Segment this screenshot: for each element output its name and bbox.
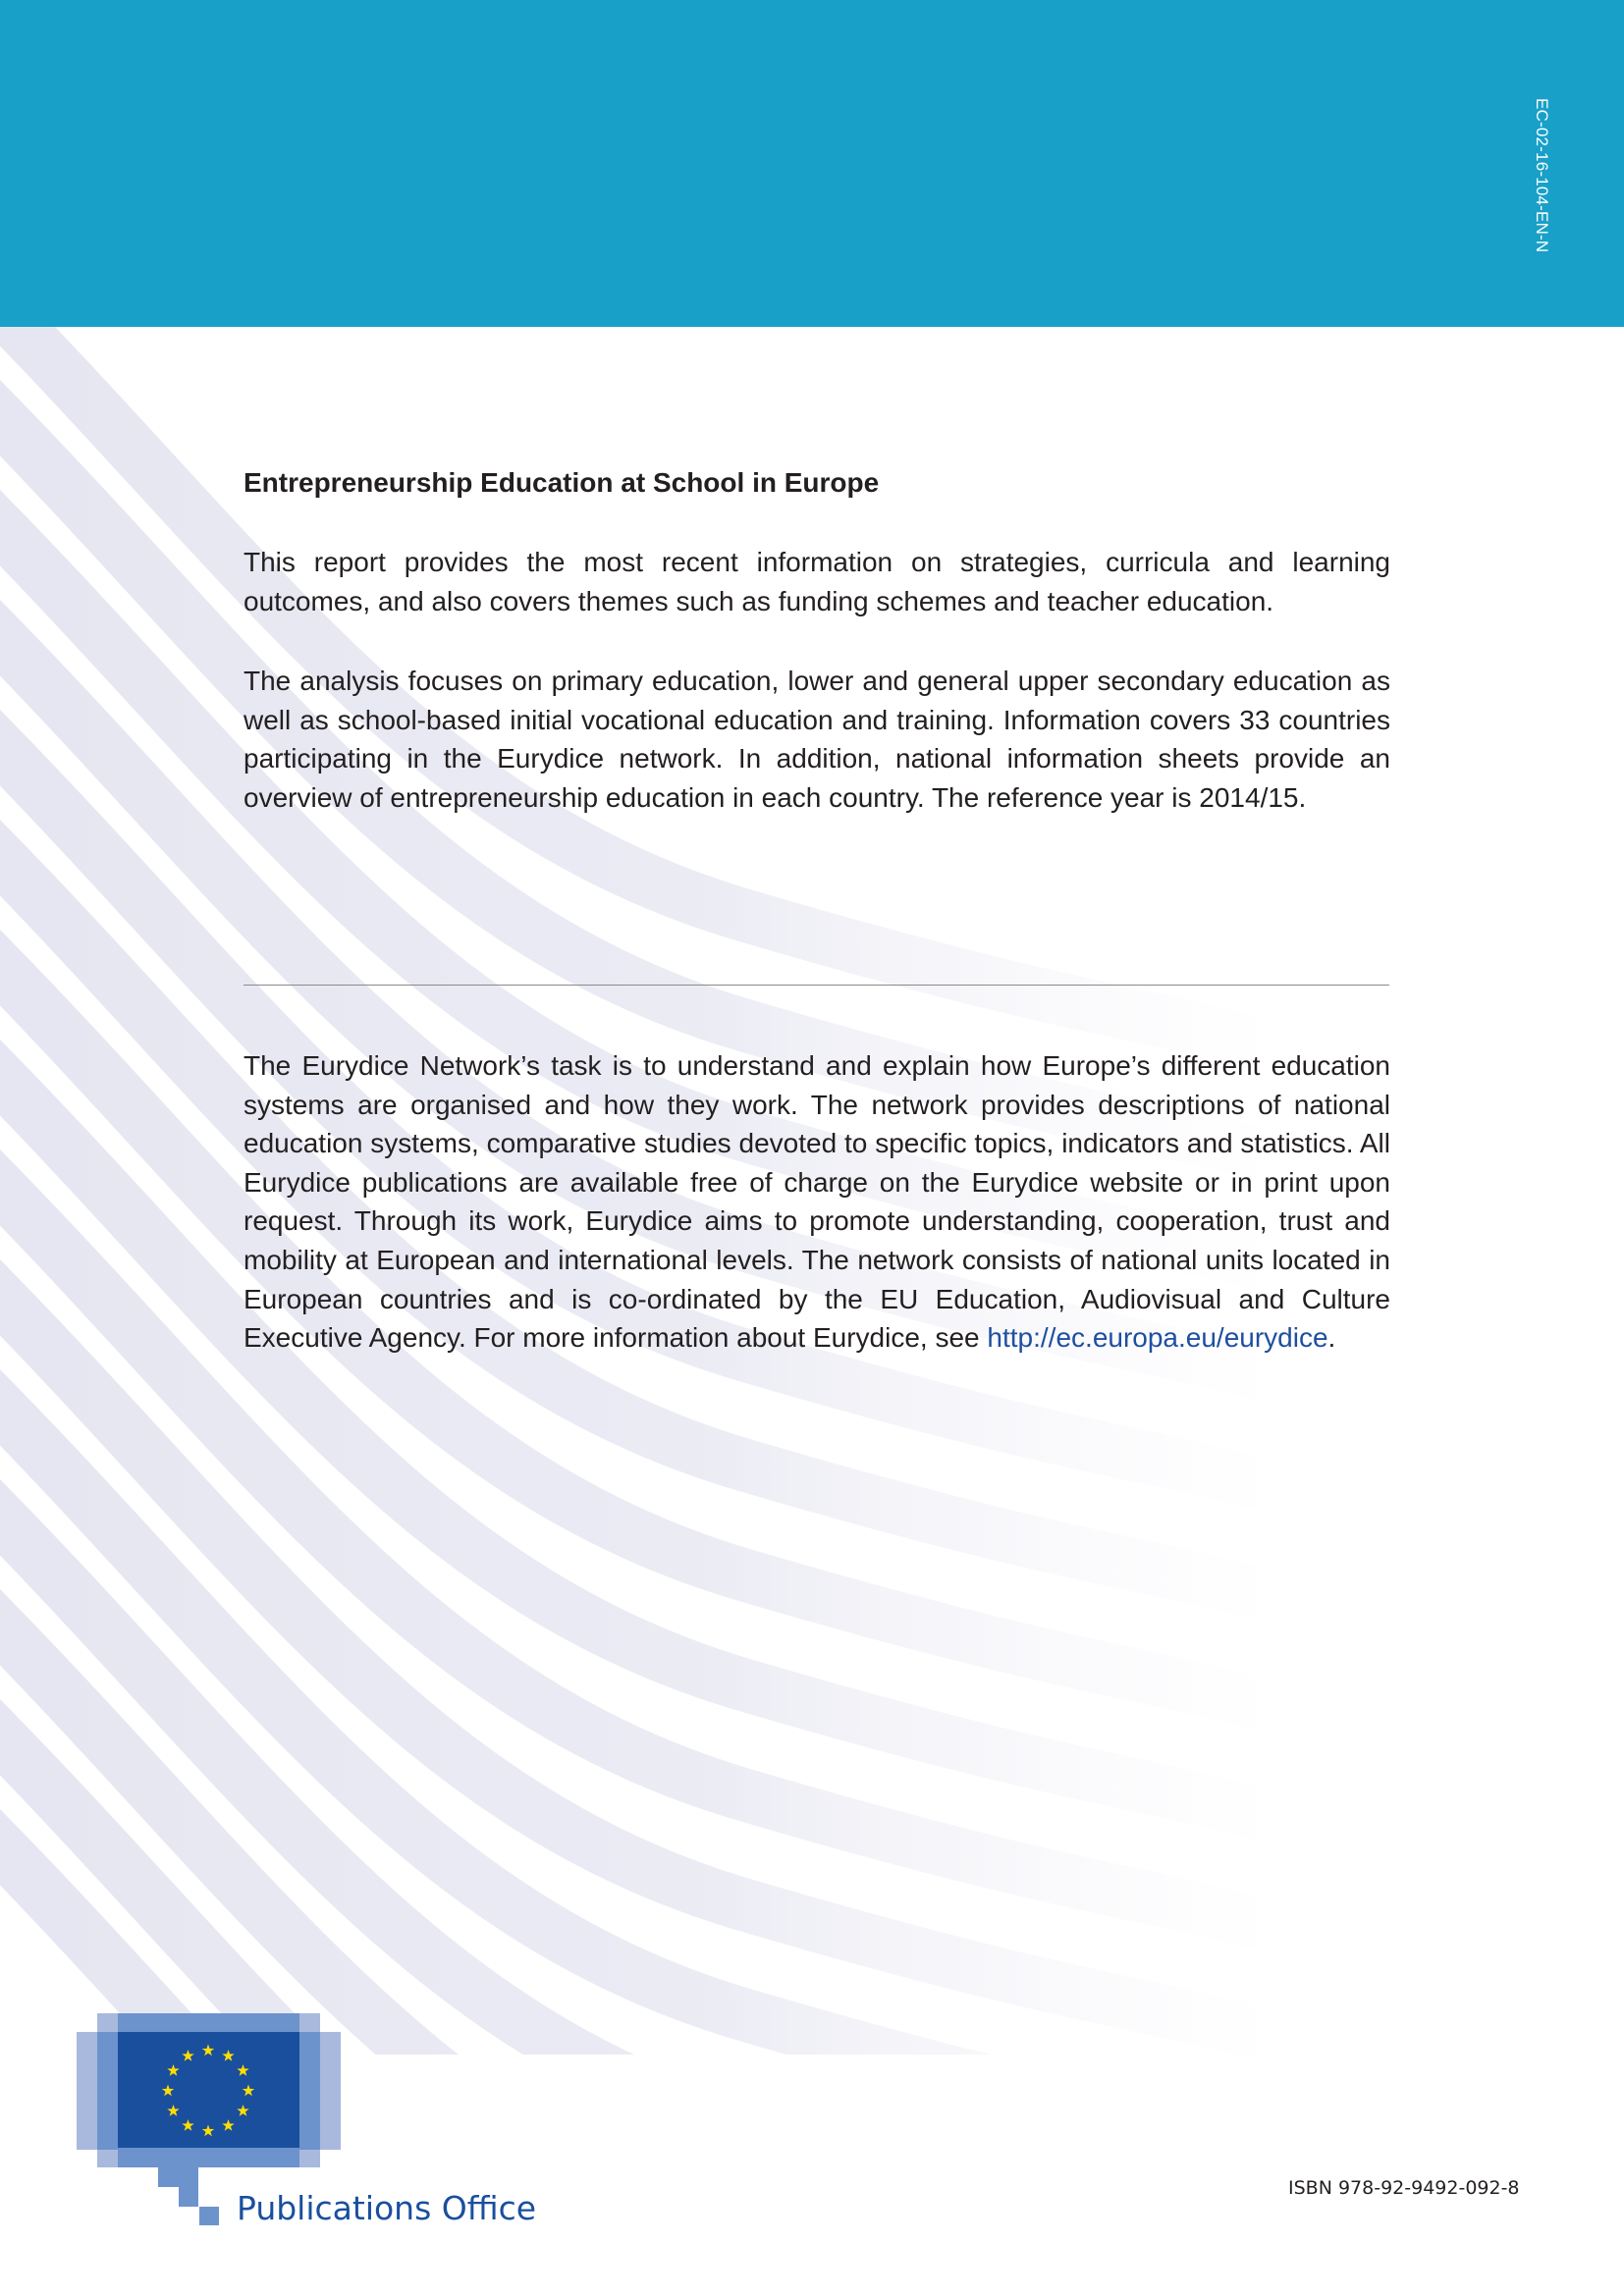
logo-pale-bottom-left (97, 2150, 118, 2167)
logo-pale-bottom-right (299, 2150, 320, 2167)
header-band (0, 0, 1624, 327)
eu-star-icon (202, 2045, 214, 2056)
eurydice-about-paragraph (244, 1046, 1390, 1358)
logo-pale-right (320, 2032, 341, 2150)
logo-tail-step-1 (158, 2167, 198, 2187)
logo-tail-square (199, 2207, 219, 2225)
eu-star-icon (237, 2105, 248, 2116)
report-title: Entrepreneurship Education at School in Europe (244, 467, 880, 498)
summary-paragraph-2: The analysis focuses on primary education, lower and general upper secondary education as well as school-based initial vocational education and training. Information covers 33 countries participating in the Eurydice network. In addition, national information sheets provide an overview of entrepreneurship education in each country. The reference year is 2014/15. (244, 666, 1390, 813)
eurydice-website-link[interactable]: http://ec.europa.eu/eurydice (987, 1322, 1328, 1354)
publisher-name: Publications Office (237, 2189, 537, 2227)
eu-star-icon (222, 2119, 234, 2131)
eu-star-icon (222, 2050, 234, 2061)
isbn-number: ISBN 978-92-9492-092-8 (1288, 2177, 1520, 2199)
eu-star-icon (182, 2050, 193, 2061)
eu-star-icon (167, 2105, 179, 2116)
section-divider (244, 985, 1389, 986)
eu-star-icon (162, 2085, 174, 2097)
eu-star-icon (167, 2064, 179, 2076)
eu-star-icon (202, 2125, 214, 2137)
eu-star-icon (182, 2119, 193, 2131)
document-code: EC-02-16-104-EN-N (1533, 98, 1551, 253)
logo-tail-step-2 (179, 2187, 198, 2207)
summary-paragraph-1: This report provides the most recent information on strategies, curricula and learning outcomes, and also covers themes such as funding schemes and teacher education. (244, 547, 1390, 616)
eu-star-icon (243, 2085, 254, 2097)
about-text: The Eurydice Network’s task is to understand and explain how Europe’s different education systems are organised and how they work. The network provides descriptions of national education systems, comparative studies devoted to specific topics, indicators and statistics. All Eurydice publications are available free of charge on the Eurydice website or in print upon request. Through its work, Eurydice aims to promote understanding, cooperation, trust and mobility at European and international levels. The network consists of national units located in European countries and is co-ordinated by the EU Education, Audiovisual and Culture Executive Agency. For more information about Eurydice, see (244, 1050, 1390, 1354)
logo-medium-right (299, 2032, 320, 2150)
eu-stars-icon (118, 2032, 299, 2148)
eu-flag (118, 2032, 299, 2148)
logo-medium-top (118, 2013, 299, 2032)
logo-medium-left (97, 2032, 118, 2167)
logo-pale-left (77, 2032, 97, 2150)
eu-star-icon (237, 2064, 248, 2076)
about-end: . (1327, 1322, 1336, 1354)
logo-medium-bottom (118, 2148, 299, 2167)
